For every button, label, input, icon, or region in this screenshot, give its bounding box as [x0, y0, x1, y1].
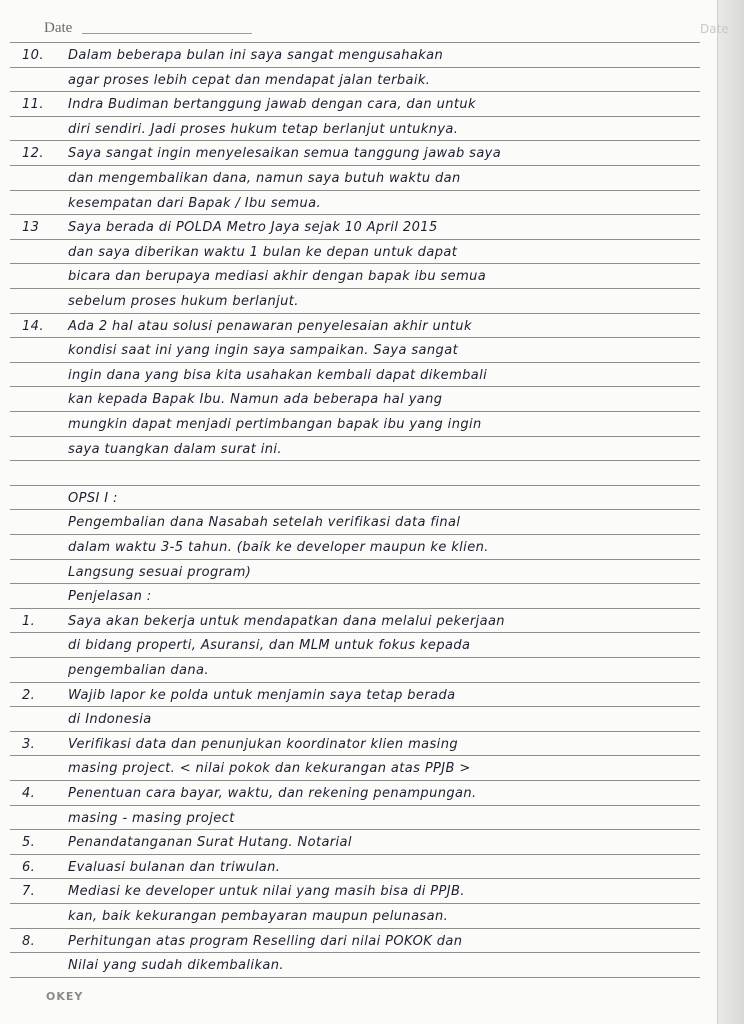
line-text: dan saya diberikan waktu 1 bulan ke depan untuk dapat	[68, 245, 458, 260]
item-number: 11.	[22, 97, 44, 112]
ruled-line	[10, 829, 700, 830]
letter-line	[22, 663, 702, 678]
ruled-line	[10, 755, 700, 756]
item-number: 8.	[22, 934, 36, 949]
ruled-line	[10, 362, 700, 363]
ruled-line	[10, 42, 700, 43]
letter-line	[22, 565, 702, 580]
line-text: dan mengembalikan dana, namun saya butuh waktu dan	[68, 171, 461, 186]
line-text: Indra Budiman bertanggung jawab dengan cara, dan untuk	[68, 97, 476, 112]
ruled-line	[10, 313, 700, 314]
letter-line	[22, 319, 702, 334]
letter-line	[22, 934, 702, 949]
letter-line	[22, 442, 702, 457]
letter-line	[22, 368, 702, 383]
ruled-line	[10, 67, 700, 68]
line-text: Nilai yang sudah dikembalikan.	[68, 958, 284, 973]
letter-line	[22, 737, 702, 752]
line-text: agar proses lebih cepat dan mendapat jalan terbaik.	[68, 73, 431, 88]
ruled-line	[10, 952, 700, 953]
letter-line	[22, 688, 702, 703]
letter-line	[22, 811, 702, 826]
line-text: Langsung sesuai program)	[68, 565, 252, 580]
letter-line	[22, 97, 702, 112]
line-text: kan, baik kekurangan pembayaran maupun pelunasan.	[68, 909, 449, 924]
letter-line	[22, 712, 702, 727]
letter-line	[22, 196, 702, 211]
letter-line	[22, 540, 702, 555]
letter-line	[22, 417, 702, 432]
ruled-line	[10, 116, 700, 117]
line-text: Verifikasi data dan penunjukan koordinator klien masing	[68, 737, 458, 752]
line-text: kondisi saat ini yang ingin saya sampaikan. Saya sangat	[68, 343, 459, 358]
letter-line	[22, 786, 702, 801]
line-text: Saya sangat ingin menyelesaikan semua tanggung jawab saya	[68, 146, 502, 161]
letter-line	[22, 392, 702, 407]
letter-line	[22, 860, 702, 875]
line-text: pengembalian dana.	[68, 663, 209, 678]
letter-line	[22, 589, 702, 604]
line-text: Penandatanganan Surat Hutang. Notarial	[68, 835, 352, 850]
letter-line	[22, 48, 702, 63]
ruled-line	[10, 805, 700, 806]
letter-line	[22, 171, 702, 186]
item-number: 6.	[22, 860, 36, 875]
ruled-line	[10, 780, 700, 781]
ruled-line	[10, 854, 700, 855]
ruled-line	[10, 239, 700, 240]
letter-line	[22, 220, 702, 235]
line-text: ingin dana yang bisa kita usahakan kembali dapat dikembali	[68, 368, 488, 383]
ruled-line	[10, 903, 700, 904]
line-text: Dalam beberapa bulan ini saya sangat mengusahakan	[68, 48, 444, 63]
ruled-line	[10, 608, 700, 609]
line-text: OPSI I :	[68, 491, 118, 506]
letter-line	[22, 122, 702, 137]
ruled-line	[10, 632, 700, 633]
ruled-line	[10, 509, 700, 510]
date-label-right: Date	[700, 22, 729, 36]
letter-line	[22, 638, 702, 653]
ruled-line	[10, 263, 700, 264]
page-edge	[717, 0, 744, 1024]
ruled-line	[10, 91, 700, 92]
line-text: kan kepada Bapak Ibu. Namun ada beberapa hal yang	[68, 392, 443, 407]
line-text: Penjelasan :	[68, 589, 152, 604]
item-number: 2.	[22, 688, 36, 703]
item-number: 3.	[22, 737, 36, 752]
ruled-line	[10, 682, 700, 683]
letter-line	[22, 245, 702, 260]
line-text: Saya akan bekerja untuk mendapatkan dana melalui pekerjaan	[68, 614, 505, 629]
date-label: Date	[44, 20, 73, 36]
ruled-line	[10, 559, 700, 560]
ruled-line	[10, 878, 700, 879]
ruled-line	[10, 485, 700, 486]
item-number: 7.	[22, 884, 36, 899]
line-text: saya tuangkan dalam surat ini.	[68, 442, 282, 457]
letter-line	[22, 958, 702, 973]
line-text: Ada 2 hal atau solusi penawaran penyelesaian akhir untuk	[68, 319, 472, 334]
item-number: 5.	[22, 835, 36, 850]
letter-line	[22, 466, 702, 481]
ruled-line	[10, 534, 700, 535]
letter-line	[22, 146, 702, 161]
ruled-line	[10, 731, 700, 732]
letter-line	[22, 515, 702, 530]
item-number: 14.	[22, 319, 44, 334]
ruled-line	[10, 436, 700, 437]
line-text: Mediasi ke developer untuk nilai yang masih bisa di PPJB.	[68, 884, 465, 899]
letter-line	[22, 884, 702, 899]
ruled-line	[10, 657, 700, 658]
line-text: masing project. < nilai pokok dan kekurangan atas PPJB >	[68, 761, 471, 776]
line-text: Saya berada di POLDA Metro Jaya sejak 10 April 2015	[68, 220, 438, 235]
line-text: mungkin dapat menjadi pertimbangan bapak ibu yang ingin	[68, 417, 482, 432]
line-text: masing - masing project	[68, 811, 235, 826]
ruled-line	[10, 977, 700, 978]
ruled-line	[10, 288, 700, 289]
ruled-line	[10, 337, 700, 338]
date-line	[82, 33, 252, 34]
letter-line	[22, 343, 702, 358]
line-text: Wajib lapor ke polda untuk menjamin saya tetap berada	[68, 688, 456, 703]
ruled-line	[10, 460, 700, 461]
ruled-line	[10, 140, 700, 141]
line-text: Evaluasi bulanan dan triwulan.	[68, 860, 281, 875]
line-text: Pengembalian dana Nasabah setelah verifikasi data final	[68, 515, 461, 530]
brand-logo: OKEY	[46, 990, 84, 1003]
ruled-line	[10, 411, 700, 412]
letter-line	[22, 835, 702, 850]
line-text: di bidang properti, Asuransi, dan MLM untuk fokus kepada	[68, 638, 471, 653]
item-number: 12.	[22, 146, 44, 161]
ruled-line	[10, 706, 700, 707]
item-number: 10.	[22, 48, 44, 63]
line-text: Perhitungan atas program Reselling dari nilai POKOK dan	[68, 934, 463, 949]
line-text: diri sendiri. Jadi proses hukum tetap berlanjut untuknya.	[68, 122, 459, 137]
item-number: 13	[22, 220, 40, 235]
ruled-line	[10, 190, 700, 191]
line-text: bicara dan berupaya mediasi akhir dengan bapak ibu semua	[68, 269, 487, 284]
letter-line	[22, 294, 702, 309]
letter-line	[22, 761, 702, 776]
letter-line	[22, 491, 702, 506]
letter-line	[22, 73, 702, 88]
letter-line	[22, 614, 702, 629]
line-text: dalam waktu 3-5 tahun. (baik ke developer maupun ke klien.	[68, 540, 489, 555]
letter-line	[22, 269, 702, 284]
item-number: 1.	[22, 614, 36, 629]
line-text: kesempatan dari Bapak / Ibu semua.	[68, 196, 322, 211]
ruled-line	[10, 583, 700, 584]
item-number: 4.	[22, 786, 36, 801]
ruled-line	[10, 386, 700, 387]
letter-line	[22, 909, 702, 924]
ruled-line	[10, 928, 700, 929]
line-text: di Indonesia	[68, 712, 152, 727]
ruled-line	[10, 214, 700, 215]
ruled-line	[10, 165, 700, 166]
line-text: Penentuan cara bayar, waktu, dan rekening penampungan.	[68, 786, 477, 801]
line-text: sebelum proses hukum berlanjut.	[68, 294, 299, 309]
